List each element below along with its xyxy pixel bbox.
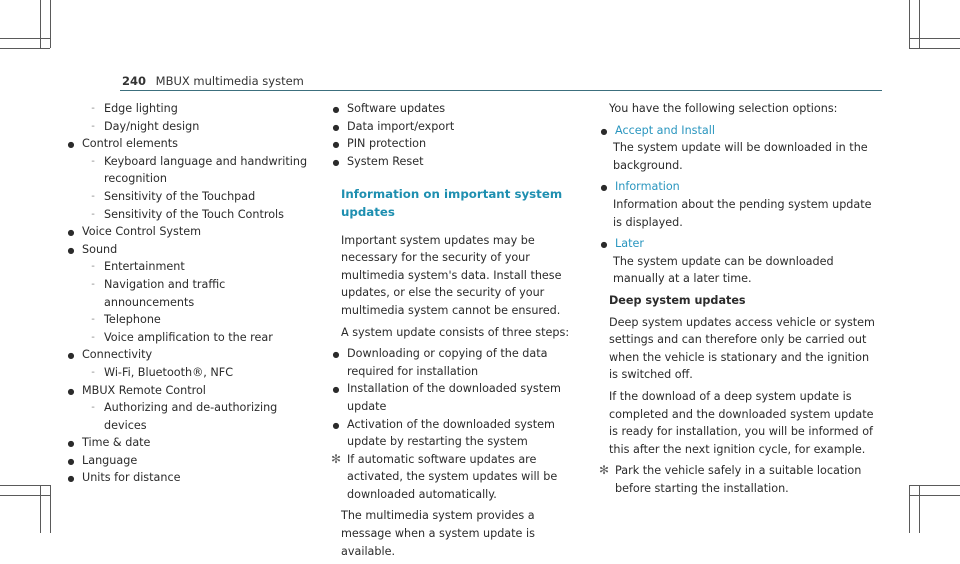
list-item xyxy=(325,153,587,171)
section-title: Information on important system updates xyxy=(341,187,563,219)
bullet-icon: ● xyxy=(332,122,340,132)
crop-mark xyxy=(0,495,50,496)
item-text: Units for distance xyxy=(82,471,181,485)
crop-mark xyxy=(40,0,41,48)
list-item xyxy=(593,292,875,310)
item-text: Sensitivity of the Touchpad xyxy=(104,189,256,203)
list-item xyxy=(325,135,587,153)
crop-mark xyxy=(909,48,960,49)
item-text: Connectivity xyxy=(82,348,153,362)
page-title: MBUX multimedia system xyxy=(155,74,304,88)
list-item xyxy=(593,178,875,196)
item-text: Information xyxy=(615,180,680,194)
bullet-icon: ● xyxy=(67,474,75,484)
item-text: Authorizing and de-authorizing devices xyxy=(104,401,278,432)
list-item xyxy=(325,324,587,342)
list-item xyxy=(60,469,315,487)
list-item xyxy=(593,235,875,253)
column-middle xyxy=(325,100,587,564)
item-text: The system update can be downloaded manually at a later time. xyxy=(613,254,834,286)
dash-icon: - xyxy=(91,278,95,290)
list-item xyxy=(60,452,315,470)
item-text: The system update will be downloaded in the background. xyxy=(613,141,868,172)
item-text: Deep system updates access vehicle or system settings and can therefore only be carried out when the vehicle is stationary and the ignition is switched off. xyxy=(609,315,875,382)
bullet-icon: ● xyxy=(67,351,75,361)
dash-icon: - xyxy=(91,120,95,132)
item-text: The multimedia system provides a message when a system update is available. xyxy=(341,509,535,558)
list-item xyxy=(60,188,315,206)
item-text: Later xyxy=(615,237,644,251)
dash-icon: - xyxy=(91,103,95,114)
item-text: Software updates xyxy=(347,102,446,115)
list-item xyxy=(60,100,315,118)
item-text: If automatic software updates are activated, the system updates will be downloaded automatically. xyxy=(347,452,558,501)
crop-mark xyxy=(50,485,51,533)
crop-mark xyxy=(909,495,960,496)
item-text: Entertainment xyxy=(104,260,185,274)
dash-icon: - xyxy=(91,402,95,414)
bullet-icon: ● xyxy=(332,140,340,150)
list-item xyxy=(60,311,315,329)
bullet-icon: ● xyxy=(600,240,608,250)
page-number: 240 xyxy=(122,74,147,88)
list-item xyxy=(60,135,315,153)
item-text: Edge lighting xyxy=(104,102,178,115)
list-item xyxy=(60,206,315,224)
list-item xyxy=(60,346,315,364)
item-text: If the download of a deep system update is completed and the downloaded system update is ready for installation, you will be informed of this after the next ignition cycle, for example. xyxy=(609,389,874,456)
settings-list xyxy=(325,100,587,170)
list-item xyxy=(325,100,587,118)
dash-icon: - xyxy=(91,314,95,326)
list-item xyxy=(325,451,587,504)
bullet-icon: ● xyxy=(332,350,340,360)
item-text: Deep system updates xyxy=(609,293,746,307)
dash-icon: - xyxy=(91,261,95,273)
page-header xyxy=(122,74,304,88)
list-item xyxy=(60,258,315,276)
header-rule xyxy=(120,90,882,91)
crop-mark xyxy=(50,0,51,48)
crop-mark xyxy=(40,485,41,533)
bullet-icon: ● xyxy=(67,140,75,150)
column-right xyxy=(593,100,875,501)
list-item xyxy=(60,118,315,136)
crop-mark xyxy=(909,0,910,48)
bullet-icon: ● xyxy=(332,385,340,395)
list-item xyxy=(325,232,587,320)
item-text: Accept and Install xyxy=(615,123,715,137)
note-icon: ✻ xyxy=(330,451,342,466)
list-item xyxy=(60,241,315,259)
bullet-icon: ● xyxy=(67,456,75,466)
dash-icon: - xyxy=(91,155,95,167)
list-item xyxy=(593,122,875,140)
column-left xyxy=(60,100,315,487)
crop-mark xyxy=(909,38,960,39)
bullet-icon: ● xyxy=(332,105,340,114)
list-item xyxy=(593,253,875,288)
item-text: System Reset xyxy=(347,154,424,168)
bullet-icon: ● xyxy=(600,126,608,136)
list-item xyxy=(60,153,315,188)
item-text: Installation of the downloaded system update xyxy=(347,382,561,413)
bullet-icon: ● xyxy=(332,420,340,430)
list-item xyxy=(60,329,315,347)
crop-mark xyxy=(919,0,920,48)
spacer xyxy=(325,560,587,564)
crop-mark xyxy=(919,485,920,533)
list-item xyxy=(60,364,315,382)
list-item xyxy=(593,462,875,497)
bullet-icon: ● xyxy=(600,183,608,193)
list-item xyxy=(60,276,315,311)
list-item xyxy=(325,345,587,380)
item-text: PIN protection xyxy=(347,137,427,151)
bullet-icon: ● xyxy=(67,439,75,449)
bullet-icon: ● xyxy=(332,157,340,167)
section-body xyxy=(325,232,587,564)
item-text: Language xyxy=(82,453,138,467)
list-item xyxy=(60,382,315,400)
list-item xyxy=(325,380,587,415)
dash-icon: - xyxy=(91,190,95,202)
item-text: Control elements xyxy=(82,137,178,151)
item-text: Sensitivity of the Touch Controls xyxy=(104,207,284,221)
item-text: Telephone xyxy=(104,313,161,327)
list-item xyxy=(60,399,315,434)
list-item xyxy=(60,223,315,241)
list-item xyxy=(325,118,587,136)
spacer xyxy=(593,497,875,501)
item-text: Navigation and traffic announcements xyxy=(104,277,226,309)
crop-mark xyxy=(0,48,50,49)
bullet-icon: ● xyxy=(67,245,75,255)
item-text: You have the following selection options: xyxy=(609,102,838,115)
bullet-icon: ● xyxy=(67,386,75,396)
item-text: Time & date xyxy=(82,436,151,450)
item-text: Voice Control System xyxy=(82,225,202,239)
note-icon: ✻ xyxy=(598,463,610,478)
crop-mark xyxy=(909,485,910,533)
dash-icon: - xyxy=(91,208,95,220)
item-text: Sound xyxy=(82,242,118,256)
list-item xyxy=(593,314,875,384)
item-text: A system update consists of three steps: xyxy=(341,325,570,339)
crop-mark xyxy=(0,485,50,486)
item-text: Downloading or copying of the data required for installation xyxy=(347,347,548,378)
item-text: Day/night design xyxy=(104,119,200,133)
bullet-icon: ● xyxy=(67,228,75,238)
item-text: Important system updates may be necessary for the security of your multimedia system's data. Install these updates, or else the security of your multimedia system cannot be ensured. xyxy=(341,233,562,317)
item-text: Park the vehicle safely in a suitable location before starting the installation. xyxy=(615,464,862,495)
list-item xyxy=(593,388,875,458)
list-item xyxy=(593,196,875,231)
list-item xyxy=(60,434,315,452)
dash-icon: - xyxy=(91,366,95,378)
item-text: Keyboard language and handwriting recognition xyxy=(104,154,308,186)
dash-icon: - xyxy=(91,331,95,343)
list-item xyxy=(593,100,875,118)
list-item xyxy=(325,507,587,560)
crop-mark xyxy=(0,38,50,39)
crop-mark xyxy=(909,485,960,486)
item-text: Activation of the downloaded system update by restarting the system xyxy=(347,417,555,449)
item-text: Information about the pending system update is displayed. xyxy=(613,197,872,229)
item-text: Data import/export xyxy=(347,119,455,133)
list-item xyxy=(593,139,875,174)
item-text: Wi-Fi, Bluetooth®, NFC xyxy=(104,365,234,379)
item-text: Voice amplification to the rear xyxy=(104,330,273,344)
list-item xyxy=(325,416,587,451)
item-text: MBUX Remote Control xyxy=(82,383,206,397)
